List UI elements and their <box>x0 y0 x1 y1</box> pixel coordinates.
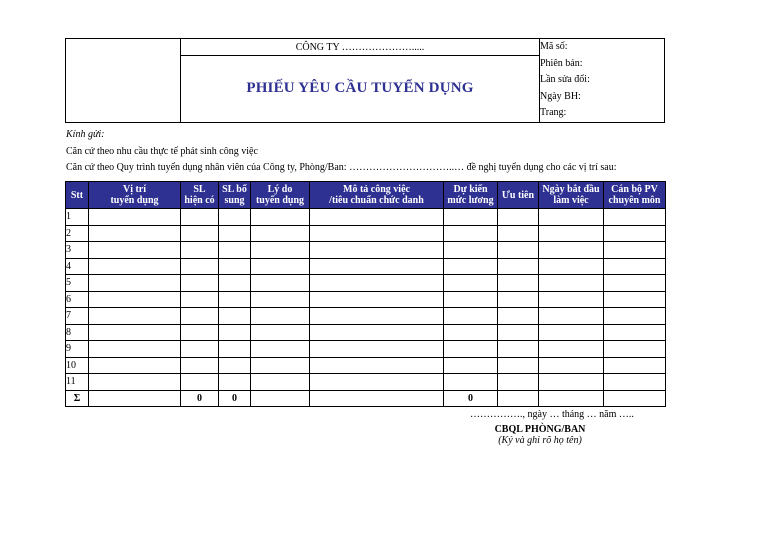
table-cell[interactable] <box>251 242 310 259</box>
table-cell[interactable] <box>181 291 219 308</box>
total-cell <box>251 390 310 407</box>
table-cell[interactable] <box>498 357 539 374</box>
table-row <box>66 357 666 374</box>
table-cell[interactable] <box>310 357 444 374</box>
column-header <box>604 182 666 209</box>
table-row <box>66 308 666 325</box>
date-line: ……………., ngày … tháng … năm ….. <box>470 409 634 420</box>
table-row <box>66 341 666 358</box>
table-cell[interactable] <box>181 357 219 374</box>
table-cell[interactable] <box>444 374 498 391</box>
meta-trang: Trang: <box>540 107 567 119</box>
table-cell[interactable] <box>310 324 444 341</box>
column-header-line: Lý do <box>267 184 293 195</box>
column-header <box>66 182 89 209</box>
signature-note: (Ký và ghi rõ họ tên) <box>498 435 582 446</box>
table-cell[interactable] <box>444 341 498 358</box>
table-cell[interactable] <box>251 209 310 226</box>
table-cell[interactable] <box>181 374 219 391</box>
column-header-line: chuyên môn <box>608 195 661 206</box>
table-cell[interactable] <box>89 242 181 259</box>
table-cell[interactable] <box>539 308 604 325</box>
table-row <box>66 275 666 292</box>
table-cell[interactable] <box>181 242 219 259</box>
column-header <box>181 182 219 209</box>
total-label: Σ <box>66 390 89 407</box>
column-header-line: Cán bộ PV <box>611 184 658 195</box>
table-cell[interactable] <box>89 258 181 275</box>
table-cell[interactable] <box>181 324 219 341</box>
table-cell[interactable] <box>604 275 666 292</box>
table-cell[interactable] <box>498 324 539 341</box>
total-cell <box>498 390 539 407</box>
table-cell[interactable] <box>539 341 604 358</box>
table-cell[interactable] <box>251 341 310 358</box>
table-cell[interactable] <box>181 308 219 325</box>
column-header-line: Mô tả công việc <box>343 184 410 195</box>
table-cell[interactable] <box>219 374 251 391</box>
table-cell[interactable] <box>498 209 539 226</box>
table-cell[interactable] <box>539 324 604 341</box>
table-cell[interactable] <box>604 374 666 391</box>
table-cell[interactable] <box>310 308 444 325</box>
table-cell[interactable] <box>539 258 604 275</box>
table-cell[interactable] <box>251 258 310 275</box>
table-cell[interactable] <box>444 258 498 275</box>
table-cell[interactable] <box>181 209 219 226</box>
table-cell[interactable] <box>251 308 310 325</box>
column-header-line: tuyển dụng <box>110 195 159 206</box>
greeting: Kính gửi: <box>66 129 105 140</box>
table-cell[interactable] <box>539 242 604 259</box>
row-number: 10 <box>66 357 89 374</box>
table-cell[interactable] <box>444 357 498 374</box>
table-row <box>66 258 666 275</box>
table-cell[interactable] <box>219 291 251 308</box>
meta-lan-sua-doi: Lần sửa đổi: <box>540 74 590 86</box>
column-header <box>219 182 251 209</box>
table-cell[interactable] <box>89 225 181 242</box>
column-header-line: Vị trí <box>122 184 147 195</box>
column-header-line: tuyển dụng <box>255 195 305 206</box>
total-du-kien-luong: 0 <box>444 390 498 407</box>
table-cell[interactable] <box>498 291 539 308</box>
table-cell[interactable] <box>310 341 444 358</box>
total-sl-hien-co: 0 <box>181 390 219 407</box>
row-number: 1 <box>66 209 89 226</box>
table-cell[interactable] <box>310 291 444 308</box>
table-cell[interactable] <box>89 291 181 308</box>
column-header-line: /tiêu chuẩn chức danh <box>329 195 424 206</box>
column-header-line: SL bổ <box>222 184 247 195</box>
table-cell[interactable] <box>498 242 539 259</box>
column-header-line: SL <box>193 184 206 195</box>
total-cell <box>310 390 444 407</box>
column-header <box>89 182 181 209</box>
column-header-line: mức lương <box>447 195 494 206</box>
table-cell[interactable] <box>181 258 219 275</box>
row-number: 7 <box>66 308 89 325</box>
table-cell[interactable] <box>89 357 181 374</box>
table-cell[interactable] <box>310 275 444 292</box>
row-number: 9 <box>66 341 89 358</box>
table-body <box>66 209 666 391</box>
table-cell[interactable] <box>219 341 251 358</box>
form-title: PHIẾU YÊU CẦU TUYỂN DỤNG <box>181 56 540 123</box>
table-cell[interactable] <box>251 225 310 242</box>
table-cell[interactable] <box>310 225 444 242</box>
table-cell[interactable] <box>498 275 539 292</box>
row-number: 11 <box>66 374 89 391</box>
table-cell[interactable] <box>539 374 604 391</box>
row-number: 4 <box>66 258 89 275</box>
table-cell[interactable] <box>89 374 181 391</box>
table-cell[interactable] <box>219 275 251 292</box>
table-row <box>66 225 666 242</box>
table-row <box>66 242 666 259</box>
table-cell[interactable] <box>539 275 604 292</box>
column-header-line: sung <box>224 195 245 206</box>
column-header-line: Ưu tiên <box>501 189 535 201</box>
table-cell[interactable] <box>89 324 181 341</box>
table-cell[interactable] <box>498 308 539 325</box>
table-header-row <box>66 182 666 209</box>
total-row <box>66 390 666 407</box>
table-cell[interactable] <box>444 209 498 226</box>
table-cell[interactable] <box>219 242 251 259</box>
column-header-line: Stt <box>70 189 84 201</box>
table-cell[interactable] <box>539 291 604 308</box>
table-cell[interactable] <box>219 225 251 242</box>
table-cell[interactable] <box>444 308 498 325</box>
table-cell[interactable] <box>251 357 310 374</box>
table-cell[interactable] <box>498 258 539 275</box>
row-number: 3 <box>66 242 89 259</box>
column-header <box>251 182 310 209</box>
total-cell <box>604 390 666 407</box>
row-number: 2 <box>66 225 89 242</box>
table-cell[interactable] <box>310 258 444 275</box>
table-cell[interactable] <box>219 357 251 374</box>
table-cell[interactable] <box>181 275 219 292</box>
table-cell[interactable] <box>444 275 498 292</box>
logo-cell <box>66 39 181 123</box>
table-cell[interactable] <box>181 225 219 242</box>
column-header <box>444 182 498 209</box>
table-cell[interactable] <box>444 242 498 259</box>
column-header-line: hiện có <box>184 195 215 206</box>
table-cell[interactable] <box>498 225 539 242</box>
row-number: 6 <box>66 291 89 308</box>
table-cell[interactable] <box>539 225 604 242</box>
table-cell[interactable] <box>604 308 666 325</box>
table-cell[interactable] <box>498 341 539 358</box>
table-cell[interactable] <box>539 357 604 374</box>
company-name: CÔNG TY …………………..... <box>181 39 540 56</box>
signer-title: CBQL PHÒNG/BAN <box>494 424 586 435</box>
table-cell[interactable] <box>310 209 444 226</box>
table-cell[interactable] <box>604 242 666 259</box>
table-cell[interactable] <box>604 225 666 242</box>
table-row <box>66 374 666 391</box>
table-cell[interactable] <box>89 209 181 226</box>
table-row <box>66 209 666 226</box>
table-row <box>66 324 666 341</box>
table-cell[interactable] <box>444 225 498 242</box>
table-cell[interactable] <box>219 308 251 325</box>
table-cell[interactable] <box>604 291 666 308</box>
table-cell[interactable] <box>251 291 310 308</box>
table-cell[interactable] <box>89 275 181 292</box>
table-cell[interactable] <box>219 324 251 341</box>
table-cell[interactable] <box>251 374 310 391</box>
column-header-line: Ngày bắt đầu <box>542 184 600 195</box>
table-cell[interactable] <box>89 308 181 325</box>
table-cell[interactable] <box>604 341 666 358</box>
meta-ma-so: Mã số: <box>540 41 568 52</box>
table-cell[interactable] <box>251 275 310 292</box>
column-header <box>539 182 604 209</box>
table-cell[interactable] <box>219 209 251 226</box>
meta-phien-ban: Phiên bản: <box>540 57 583 69</box>
total-sl-bo-sung: 0 <box>219 390 251 407</box>
column-header <box>310 182 444 209</box>
intro-line-1: Căn cứ theo nhu cầu thực tế phát sinh công việc <box>66 146 258 157</box>
form-header <box>65 38 665 123</box>
table-cell[interactable] <box>604 209 666 226</box>
table-cell[interactable] <box>444 324 498 341</box>
table-cell[interactable] <box>310 374 444 391</box>
column-header-line: Dự kiến <box>453 184 488 195</box>
table-cell[interactable] <box>604 258 666 275</box>
table-row <box>66 291 666 308</box>
table-cell[interactable] <box>604 324 666 341</box>
total-cell <box>89 390 181 407</box>
table-cell[interactable] <box>89 341 181 358</box>
column-header <box>498 182 539 209</box>
table-cell[interactable] <box>251 324 310 341</box>
table-cell[interactable] <box>604 357 666 374</box>
table-cell[interactable] <box>310 242 444 259</box>
meta-ngay-bh: Ngày BH: <box>540 90 581 102</box>
row-number: 8 <box>66 324 89 341</box>
column-header-line: làm việc <box>553 195 589 206</box>
total-cell <box>539 390 604 407</box>
table-cell[interactable] <box>219 258 251 275</box>
row-number: 5 <box>66 275 89 292</box>
table-cell[interactable] <box>444 291 498 308</box>
table-cell[interactable] <box>539 209 604 226</box>
recruitment-table <box>65 181 666 407</box>
table-cell[interactable] <box>181 341 219 358</box>
table-cell[interactable] <box>498 374 539 391</box>
document-meta <box>540 39 665 123</box>
intro-line-2: Căn cứ theo Quy trình tuyển dụng nhân viên của Công ty, Phòng/Ban: …………………………..… đề nghị tuyển dụng cho các vị trí sau: <box>66 162 617 173</box>
